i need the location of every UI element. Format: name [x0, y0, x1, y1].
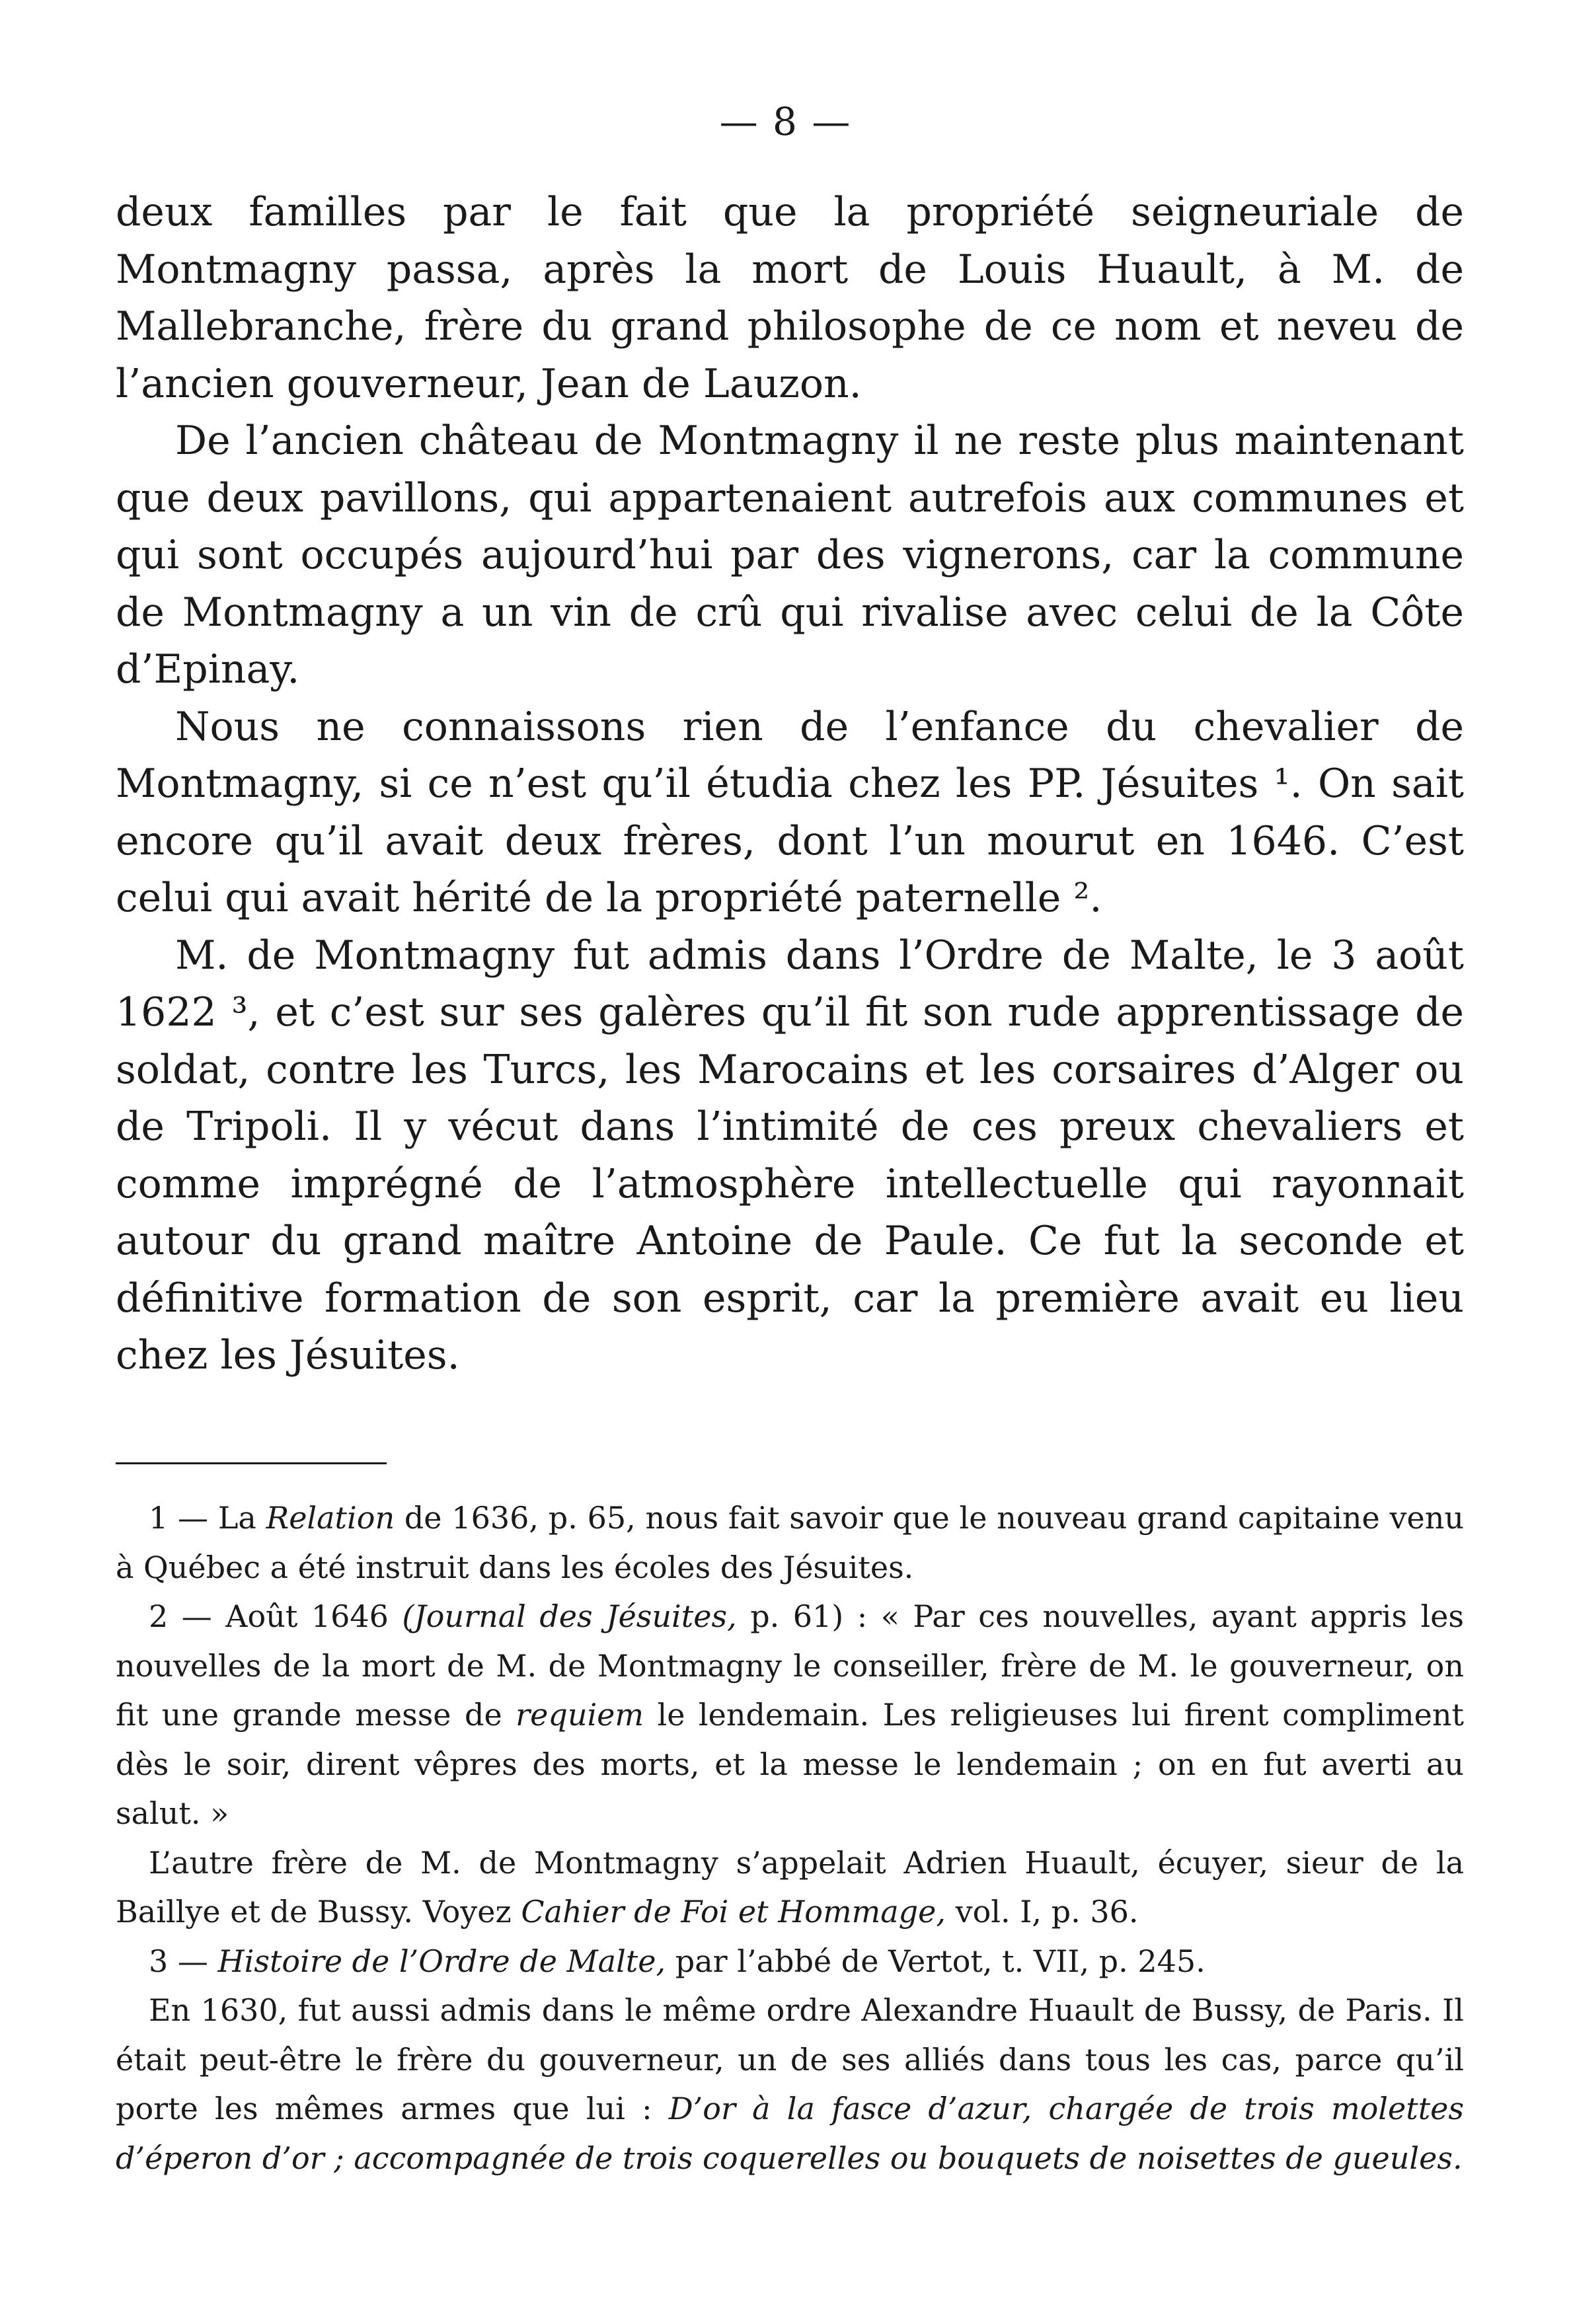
- footnote-divider: [116, 1462, 387, 1464]
- footnote-italic: Histoire de l’Ordre de Malte,: [217, 1943, 666, 1979]
- page-number: — 8 —: [719, 99, 852, 144]
- paragraph: Nous ne connaissons rien de l’enfance du chevalier de Montmagny, si ce n’est qu’il étudia chez les PP. Jésuites ¹. On sait encore qu’il avait deux frères, dont l’un mourut en 1646. C’est celui qui avait hérité de la propriété paternelle ².: [116, 703, 1464, 921]
- footnote-text: vol. I, p. 36.: [945, 1894, 1139, 1930]
- footnote-2: [116, 1592, 1464, 1838]
- footnote-3-continued: [116, 1986, 1464, 2183]
- main-text: [116, 184, 1464, 1384]
- footnotes: [116, 1493, 1464, 2183]
- paragraph: M. de Montmagny fut admis dans l’Ordre de Malte, le 3 août 1622 ³, et c’est sur ses galères qu’il fit son rude apprentissage de soldat, contre les Turcs, les Marocains et les corsaires d’Alger ou de Tripoli. Il y vécut dans l’intimité de ces preux chevaliers et comme imprégné de l’atmosphère intellectuelle qui rayonnait autour du grand maître Antoine de Paule. Ce fut la seconde et définitive formation de son esprit, car la première avait eu lieu chez les Jésuites.: [116, 932, 1464, 1378]
- footnote-2-continued: [116, 1838, 1464, 1937]
- footnote-text: p. 61) : « Par ces nouvelles, ayant appris les nouvelles de la mort de M. de Montmagny le conseiller, frère de M. le gouverneur, on fit une grande messe de: [116, 1598, 1464, 1733]
- footnote-text: de 1636, p. 65, nous fait savoir que le nouveau grand capitaine venu à Québec a été instruit dans les écoles des Jésuites.: [116, 1500, 1464, 1585]
- footnote-3: [116, 1937, 1464, 1986]
- paragraph: deux familles par le fait que la propriété seigneuriale de Montmagny passa, après la mort de Louis Huault, à M. de Mallebranche, frère du grand philosophe de ce nom et neveu de l’ancien gouverneur, Jean de Lauzon.: [116, 189, 1464, 407]
- footnote-text: le lendemain. Les religieuses lui firent compliment dès le soir, dirent vêpres des morts, et la messe le lendemain ; on en fut averti au salut. »: [116, 1697, 1464, 1831]
- footnote-text: L’autre frère de M. de Montmagny s’appelait Adrien Huault, écuyer, sieur de la Baillye et de Bussy. Voyez: [116, 1844, 1464, 1930]
- footnote-text: 1 — La: [149, 1500, 266, 1536]
- footnote-text: par l’abbé de Vertot, t. VII, p. 245.: [666, 1943, 1206, 1979]
- footnote-italic: (Journal des Jésuites,: [402, 1598, 737, 1634]
- paragraph: De l’ancien château de Montmagny il ne reste plus maintenant que deux pavillons, qui appartenaient autrefois aux communes et qui sont occupés aujourd’hui par des vignerons, car la commune de Montmagny a un vin de crû qui rivalise avec celui de la Côte d’Epinay.: [116, 418, 1464, 693]
- footnote-italic: D’or à la fasce d’azur, chargée de trois molettes d’éperon d’or ; accompagnée de trois coquerelles ou bouquets de noisettes de gueules.: [116, 2091, 1465, 2176]
- footnote-italic: Relation: [266, 1500, 395, 1536]
- footnote-text: 2 — Août 1646: [149, 1598, 402, 1634]
- footnote-text: 3 —: [149, 1943, 218, 1979]
- footnote-1: [116, 1493, 1464, 1592]
- footnote-text: En 1630, fut aussi admis dans le même ordre Alexandre Huault de Bussy, de Paris. Il était peut-être le frère du gouverneur, un de ses alliés dans tous les cas, parce qu’il porte les mêmes armes que lui :: [116, 1992, 1464, 2126]
- footnote-italic: requiem: [516, 1697, 644, 1733]
- footnote-italic: Cahier de Foi et Hommage,: [521, 1894, 946, 1930]
